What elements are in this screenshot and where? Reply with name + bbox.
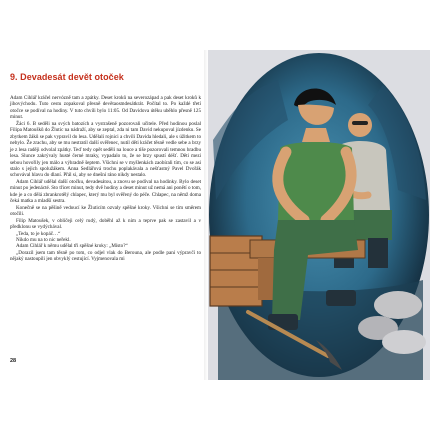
bald-man-glasses bbox=[352, 121, 368, 125]
right-page bbox=[208, 50, 430, 380]
bald-man-boots bbox=[368, 238, 388, 268]
paragraph: Adam Cihlář udělal další otočku, devadesátou, a znovu se podíval na hodinky. Bylo deset minut po jedenácté. Sto třicet minut, tedy dvě hodiny a deset minut už nemá ani ponětí o tom, kde je a co dělá zbrankrotělý chlapec, který mu byl svěřený do péče. Chlapec, na němž doma čeká matka a mladší sestra. bbox=[10, 178, 201, 205]
sack bbox=[374, 291, 422, 319]
chapter-body-text bbox=[10, 95, 201, 263]
paragraph: Adam Cihlář k němu udělal tři spěšné kroky: „Místo?“ bbox=[16, 243, 128, 250]
chapter-title: 9. Devadesát devět otoček bbox=[10, 72, 124, 82]
paragraph: Žáci 6. B seděli na svých batozích a vystrašeně pozorovali učitele. Před hodinou poslal Filipa Matoušků do Žlutic na nádraží, aby se zeptal, zda ni tam David nekupoval jízdenku. Se zbytkem žáků se pak vypravil do lesa. Udělali rojnici a chvíli Davida hledali, ale s úžitkem to nebylo. Že zrachu, aby se mu nestratil další svěřenec, nutil děti kráčet těsně vedle sebe a brzy je z lesa raději odvolal zpátky. Teď tedy opět seděli na louce a tiše pozorovali temnou hradbu lesa. Slunce zakrývaly husté černé mraky, vypadalo to, že se brzy spustí déšť. Děti mezi sebou hovořily jen málo a výhradně šeptem. Všichni se v myšlenkách zaobírali tím, co se asi stalo s jejich spolužákem. Anna Sedlářová trochu poplakávala a nešťastný Pavel Dvořák schovával hlavu do dlaní. Přál si, aby se dnešní ráno nikdy nestalo. bbox=[10, 120, 201, 179]
main-man-boot bbox=[326, 290, 356, 306]
paragraph: „Teda, to je kopáč…“ bbox=[16, 230, 61, 237]
cellar-illustration bbox=[208, 50, 430, 380]
paragraph: Konečně se na pěšině vedoucí ke Žluticím ozvaly spěšné kroky. Všichni se tím směrem otočili. bbox=[10, 204, 201, 218]
paragraph: Adam Cihlář kráčel nervózně tam a zpátky. Deset kroků na severozápad a pak deset kroků k jihovýchodu. Tuto cestu zopakoval přesně devětaosmdesátkrát. Počítal to. Po každé třetí otočce se podíval na hodiny. V tuto chvíli bylo 11:05. Od Davidova útěku uběhlo přesně 125 minut. bbox=[10, 95, 201, 121]
paragraph: „Dorazil jsem tam těsně po tom, co odjel vlak do Berouna, ale podle paní výpravčí to nějaký nastoupili jen obvyklý cestující. Vyjmenovala mi bbox=[10, 249, 201, 263]
page-number: 28 bbox=[10, 358, 17, 364]
paragraph: Nikdo mu na to nic neřekl. bbox=[16, 236, 71, 243]
paragraph: Filip Matoušek, v obličeji celý rudý, doběhl až k nim a teprve pak se zastavil a v předklonu se vydýchával. bbox=[10, 217, 201, 231]
main-man-neck bbox=[302, 128, 330, 142]
sack bbox=[382, 330, 426, 354]
